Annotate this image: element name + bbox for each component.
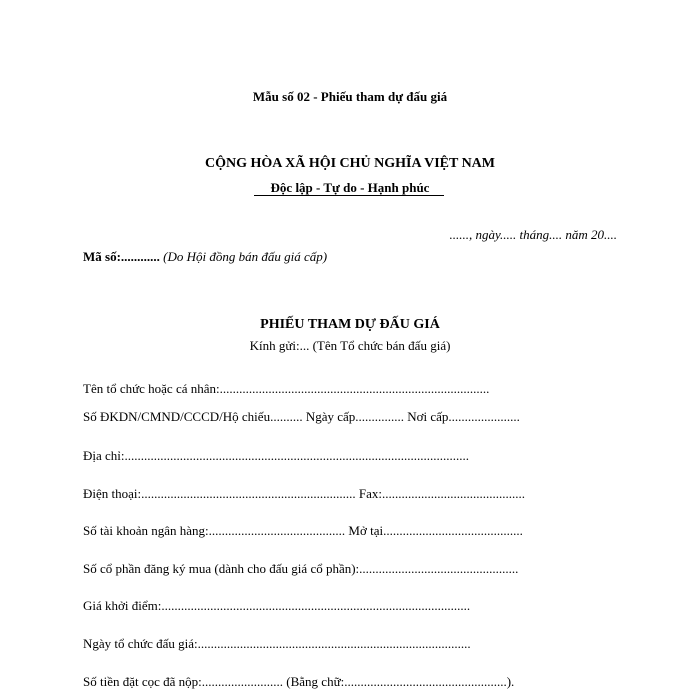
ma-so-label: Mã số:............ <box>83 249 160 264</box>
motto-underline <box>254 195 444 196</box>
salutation: Kính gửi:... (Tên Tổ chức bán đấu giá) <box>249 338 451 353</box>
field-deposit-paid: Số tiền đặt cọc đã nộp:......................... (Bằng chữ:..................................................). <box>83 674 515 689</box>
date-line: ......, ngày..... tháng.... năm 20.... <box>449 227 617 242</box>
field-shares-registered: Số cổ phần đăng ký mua (dành cho đấu giá cổ phần):................................................. <box>83 561 519 576</box>
national-title: CỘNG HÒA XÃ HỘI CHỦ NGHĨA VIỆT NAM <box>204 156 495 171</box>
ma-so-line <box>83 249 327 265</box>
field-address: Địa chỉ:.......................................................................................................... <box>83 448 470 463</box>
field-bank-account: Số tài khoản ngân hàng:.......................................... Mở tại........................................... <box>83 523 523 538</box>
form-code-line: Mẫu số 02 - Phiếu tham dự đấu giá <box>252 89 448 104</box>
document-title: PHIẾU THAM DỰ ĐẤU GIÁ <box>260 317 440 332</box>
field-starting-price: Giá khởi điểm:............................................................................................... <box>83 598 471 613</box>
field-auction-date: Ngày tổ chức đấu giá:.................................................................................... <box>83 636 471 651</box>
ma-so-note: (Do Hội đồng bán đấu giá cấp) <box>159 249 328 264</box>
field-phone-fax: Điện thoại:.................................................................. Fax:............................................ <box>83 486 525 501</box>
field-id-document: Số ĐKDN/CMND/CCCD/Hộ chiếu.......... Ngày cấp............... Nơi cấp...................... <box>83 409 520 424</box>
national-motto: Độc lập - Tự do - Hạnh phúc <box>270 180 430 195</box>
field-applicant-name: Tên tổ chức hoặc cá nhân:................................................................................... <box>83 381 490 396</box>
